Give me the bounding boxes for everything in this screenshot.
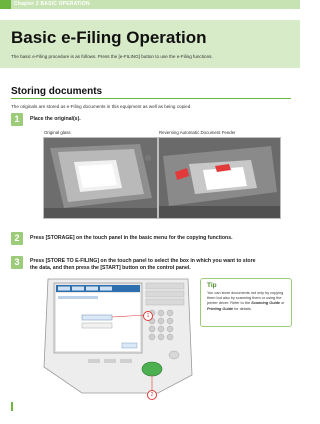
tip-body [207,291,287,312]
page-title: Basic e-Filing Operation [11,28,207,47]
chapter-title: Chapter 2 BASIC OPERATION [14,1,90,7]
step-2-text: Press [STORAGE] on the touch panel in the basic menu for the copying functions. [30,235,233,241]
page-marker [11,402,13,411]
step-2-number: 2 [11,232,23,245]
section-intro: The originals are stored as e-Filing documents in this equipment as well as being copied. [11,104,192,109]
step-3-text-line1: Press [STORE TO E-FILING] on the touch panel to select the box in which you want to store [30,258,256,264]
scanning-guide-ref: Scanning Guide [251,301,281,306]
tip-body-text: You can store documents not only by copying them but also by scanning them or using the printer driver. Refer to the [207,291,284,306]
section-title: Storing documents [11,86,103,97]
chapter-tab [0,0,11,9]
original-glass-label: Original glass [44,130,71,135]
radf-photo [158,137,281,219]
printing-guide-ref: Printing Guide [207,306,234,311]
step-3-number: 3 [11,256,23,269]
tip-heading: Tip [207,282,217,289]
tip-or: or [280,301,285,306]
step-3-text-line2: the data, and then press the [START] button on the control panel. [30,265,191,271]
chapter-header [0,0,300,9]
callout-2: 2 [147,390,157,400]
original-glass-photo [43,137,158,219]
tip-box [200,278,292,327]
step-1-number: 1 [11,113,23,126]
step-1-text: Place the original(s). [30,116,81,122]
section-divider [11,98,291,99]
tip-suffix: for details. [233,306,252,311]
control-panel-illustration [42,275,194,397]
callout-1: 1 [143,311,153,321]
radf-label: Reversing Automatic Document Feeder [159,130,236,135]
page-title-band [0,20,300,68]
page-intro: The basic e-Filing procedure is as follows. Press the [e-FILING] button to use the e-Filing functions. [11,54,213,59]
